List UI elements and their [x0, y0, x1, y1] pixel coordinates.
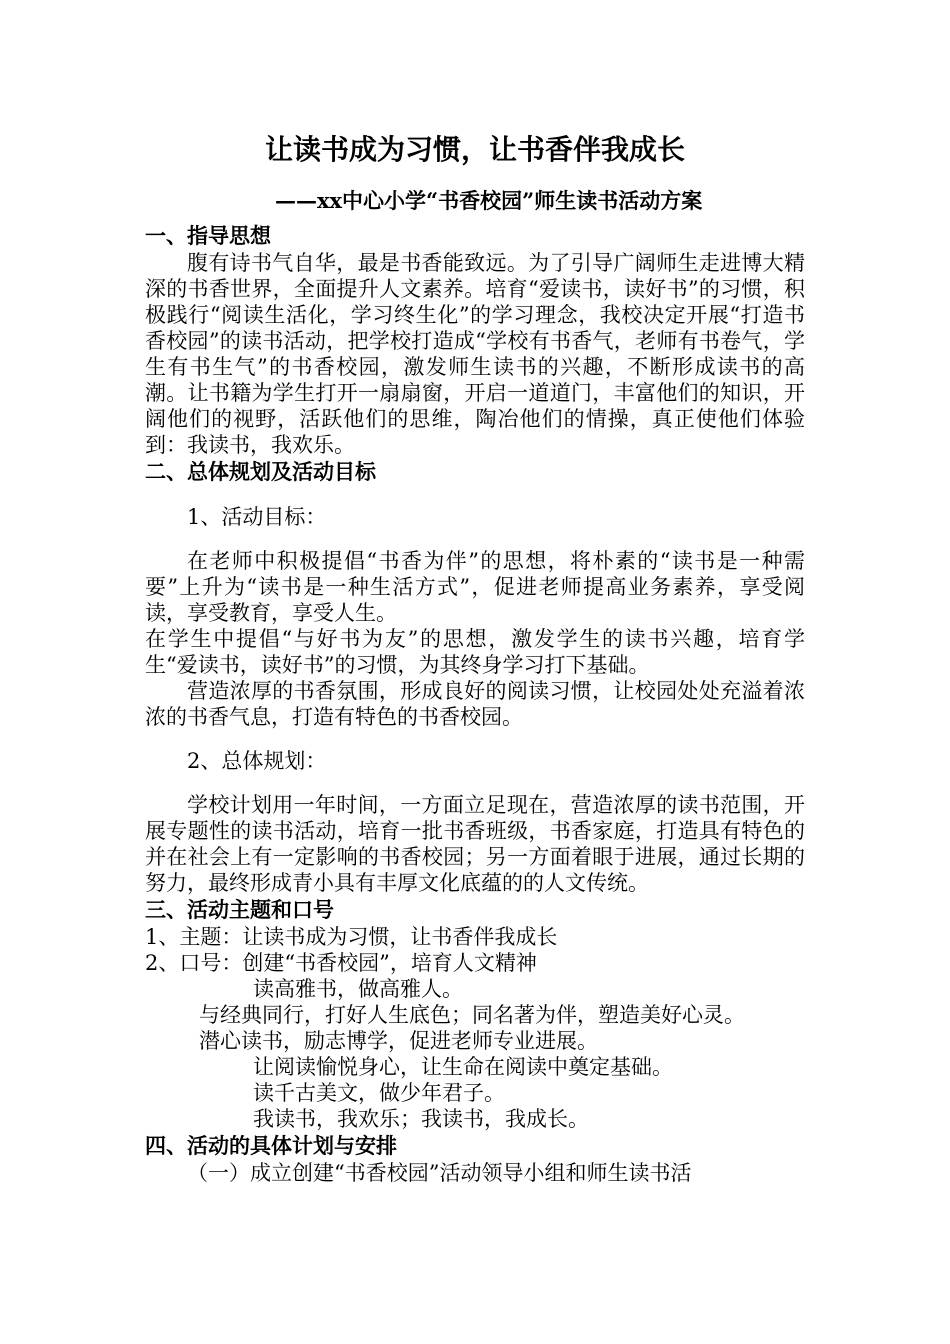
slogan-item: 我读书，我欢乐；我读书，我成长。	[253, 1107, 589, 1131]
slogan-item: 与经典同行，打好人生底色；同名著为伴，塑造美好心灵。	[199, 1003, 745, 1027]
paragraph-specific-plan: （一）成立创建“书香校园”活动领导小组和师生读书活	[187, 1161, 692, 1185]
paragraph-atmosphere-goals: 营造浓厚的书香氛围，形成良好的阅读习惯，让校园处处充溢着浓浓的书香气息，打造有特色的书香校园。	[145, 679, 805, 729]
document-title: 让读书成为习惯，让书香伴我成长	[264, 133, 685, 166]
theme-line: 1、主题：让读书成为习惯，让书香伴我成长	[145, 925, 558, 949]
paragraph-guiding-ideology: 腹有诗书气自华，最是书香能致远。为了引导广阔师生走进博大精深的书香世界，全面提升人文素养。培育“爱读书，读好书”的习惯，积极践行“阅读生活化，学习终生化”的学习理念，我校决定开展“打造书香校园”的读书活动，把学校打造成“学校有书香气，老师有书卷气，学生有书生气”的书香校园，激发师生读书的兴趣，不断形成读书的高潮。让书籍为学生打开一扇扇窗，开启一道道门，丰富他们的知识，开阔他们的视野，活跃他们的思维，陶冶他们的情操，真正使他们体验到：我读书，我欢乐。	[145, 251, 805, 457]
paragraph-student-goals: 在学生中提倡“与好书为友”的思想，激发学生的读书兴趣，培育学生“爱读书，读好书”的习惯，为其终身学习打下基础。	[145, 627, 805, 677]
section-heading-guiding-ideology: 一、指导思想	[145, 223, 271, 248]
paragraph-teacher-goals: 在老师中积极提倡“书香为伴”的思想，将朴素的“读书是一种需要”上升为“读书是一种生活方式”，促进老师提高业务素养，享受阅读，享受教育，享受人生。	[145, 549, 805, 625]
document-body	[145, 222, 805, 1186]
section-heading-specific-plan: 四、活动的具体计划与安排	[145, 1133, 397, 1158]
document-subtitle: ——xx中心小学“书香校园”师生读书活动方案	[275, 188, 703, 213]
slogan-item: 读千古美文，做少年君子。	[253, 1081, 505, 1105]
slogan-item: 潜心读书，励志博学，促进老师专业进展。	[199, 1029, 598, 1053]
paragraph-overall-plan: 学校计划用一年时间，一方面立足现在，营造浓厚的读书范围，开展专题性的读书活动，培育一批书香班级，书香家庭，打造具有特色的并在社会上有一定影响的书香校园；另一方面着眼于进展，通过长期的努力，最终形成青小具有丰厚文化底蕴的的人文传统。	[145, 793, 805, 895]
subheading-activity-goals: 1、活动目标：	[187, 505, 327, 529]
slogan-item: 让阅读愉悦身心，让生命在阅读中奠定基础。	[253, 1055, 673, 1079]
slogan-item: 读高雅书，做高雅人。	[253, 977, 463, 1001]
subheading-overall-plan: 2、总体规划：	[187, 749, 327, 773]
section-heading-overall-plan: 二、总体规划及活动目标	[145, 459, 376, 484]
slogan-line: 2、口号：创建“书香校园”，培育人文精神	[145, 951, 537, 975]
section-heading-theme-slogan: 三、活动主题和口号	[145, 897, 334, 922]
